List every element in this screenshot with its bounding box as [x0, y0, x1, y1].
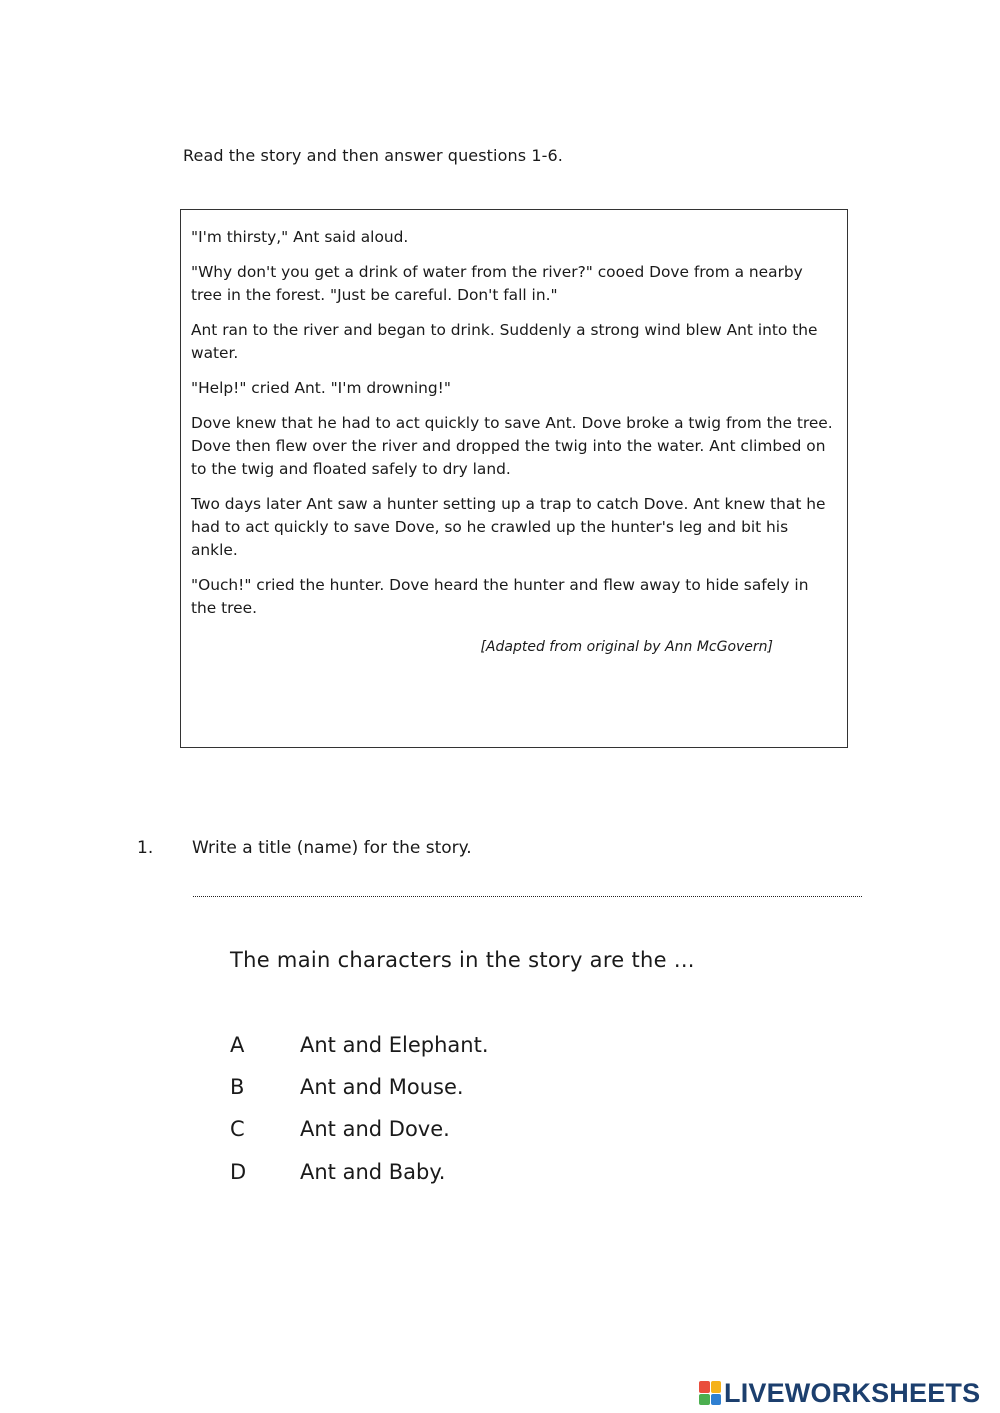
option-a[interactable]	[230, 1030, 489, 1060]
logo-text: LIVEWORKSHEETS	[724, 1377, 981, 1408]
liveworksheets-logo-icon	[699, 1381, 721, 1405]
option-letter: A	[230, 1033, 245, 1057]
story-paragraph: "Help!" cried Ant. "I'm drowning!"	[191, 379, 451, 397]
logo-square-icon	[699, 1381, 710, 1393]
story-paragraph: "I'm thirsty," Ant said aloud.	[191, 228, 409, 246]
question-1-text: Write a title (name) for the story.	[192, 838, 472, 858]
option-text: Ant and Baby.	[300, 1160, 446, 1184]
logo-square-icon	[711, 1381, 722, 1393]
story-attribution: [Adapted from original by Ann McGovern]	[480, 639, 773, 655]
option-text: Ant and Dove.	[300, 1117, 450, 1141]
option-text: Ant and Elephant.	[300, 1033, 489, 1057]
story-paragraph: Ant ran to the river and began to drink. Suddenly a strong wind blew Ant into the water.	[191, 321, 818, 362]
liveworksheets-logo	[699, 1378, 980, 1408]
option-b[interactable]	[230, 1072, 464, 1102]
option-letter: D	[230, 1160, 247, 1184]
story-paragraph: Dove knew that he had to act quickly to save Ant. Dove broke a twig from the tree. Dove then flew over the river and dropped the twig into the water. Ant climbed on to the twig and floated safely to dry land.	[191, 414, 833, 478]
logo-square-icon	[699, 1394, 710, 1406]
story-paragraph: "Ouch!" cried the hunter. Dove heard the hunter and flew away to hide safely in the tree.	[191, 576, 809, 617]
option-d[interactable]	[230, 1157, 445, 1187]
question-2-prompt: The main characters in the story are the ...	[230, 948, 695, 972]
option-text: Ant and Mouse.	[300, 1075, 464, 1099]
story-paragraph: "Why don't you get a drink of water from the river?" cooed Dove from a nearby tree in the forest. "Just be careful. Don't fall in."	[191, 263, 803, 304]
option-c[interactable]	[230, 1114, 450, 1144]
logo-square-icon	[711, 1394, 722, 1406]
option-letter: C	[230, 1117, 245, 1141]
story-box	[180, 209, 848, 748]
question-1-answer-field[interactable]	[193, 896, 862, 897]
question-1-number: 1.	[137, 838, 154, 858]
option-letter: B	[230, 1075, 245, 1099]
instructions: Read the story and then answer questions 1-6.	[183, 146, 563, 165]
story-paragraph: Two days later Ant saw a hunter setting up a trap to catch Dove. Ant knew that he had to act quickly to save Dove, so he crawled up the hunter's leg and bit his ankle.	[191, 495, 826, 559]
